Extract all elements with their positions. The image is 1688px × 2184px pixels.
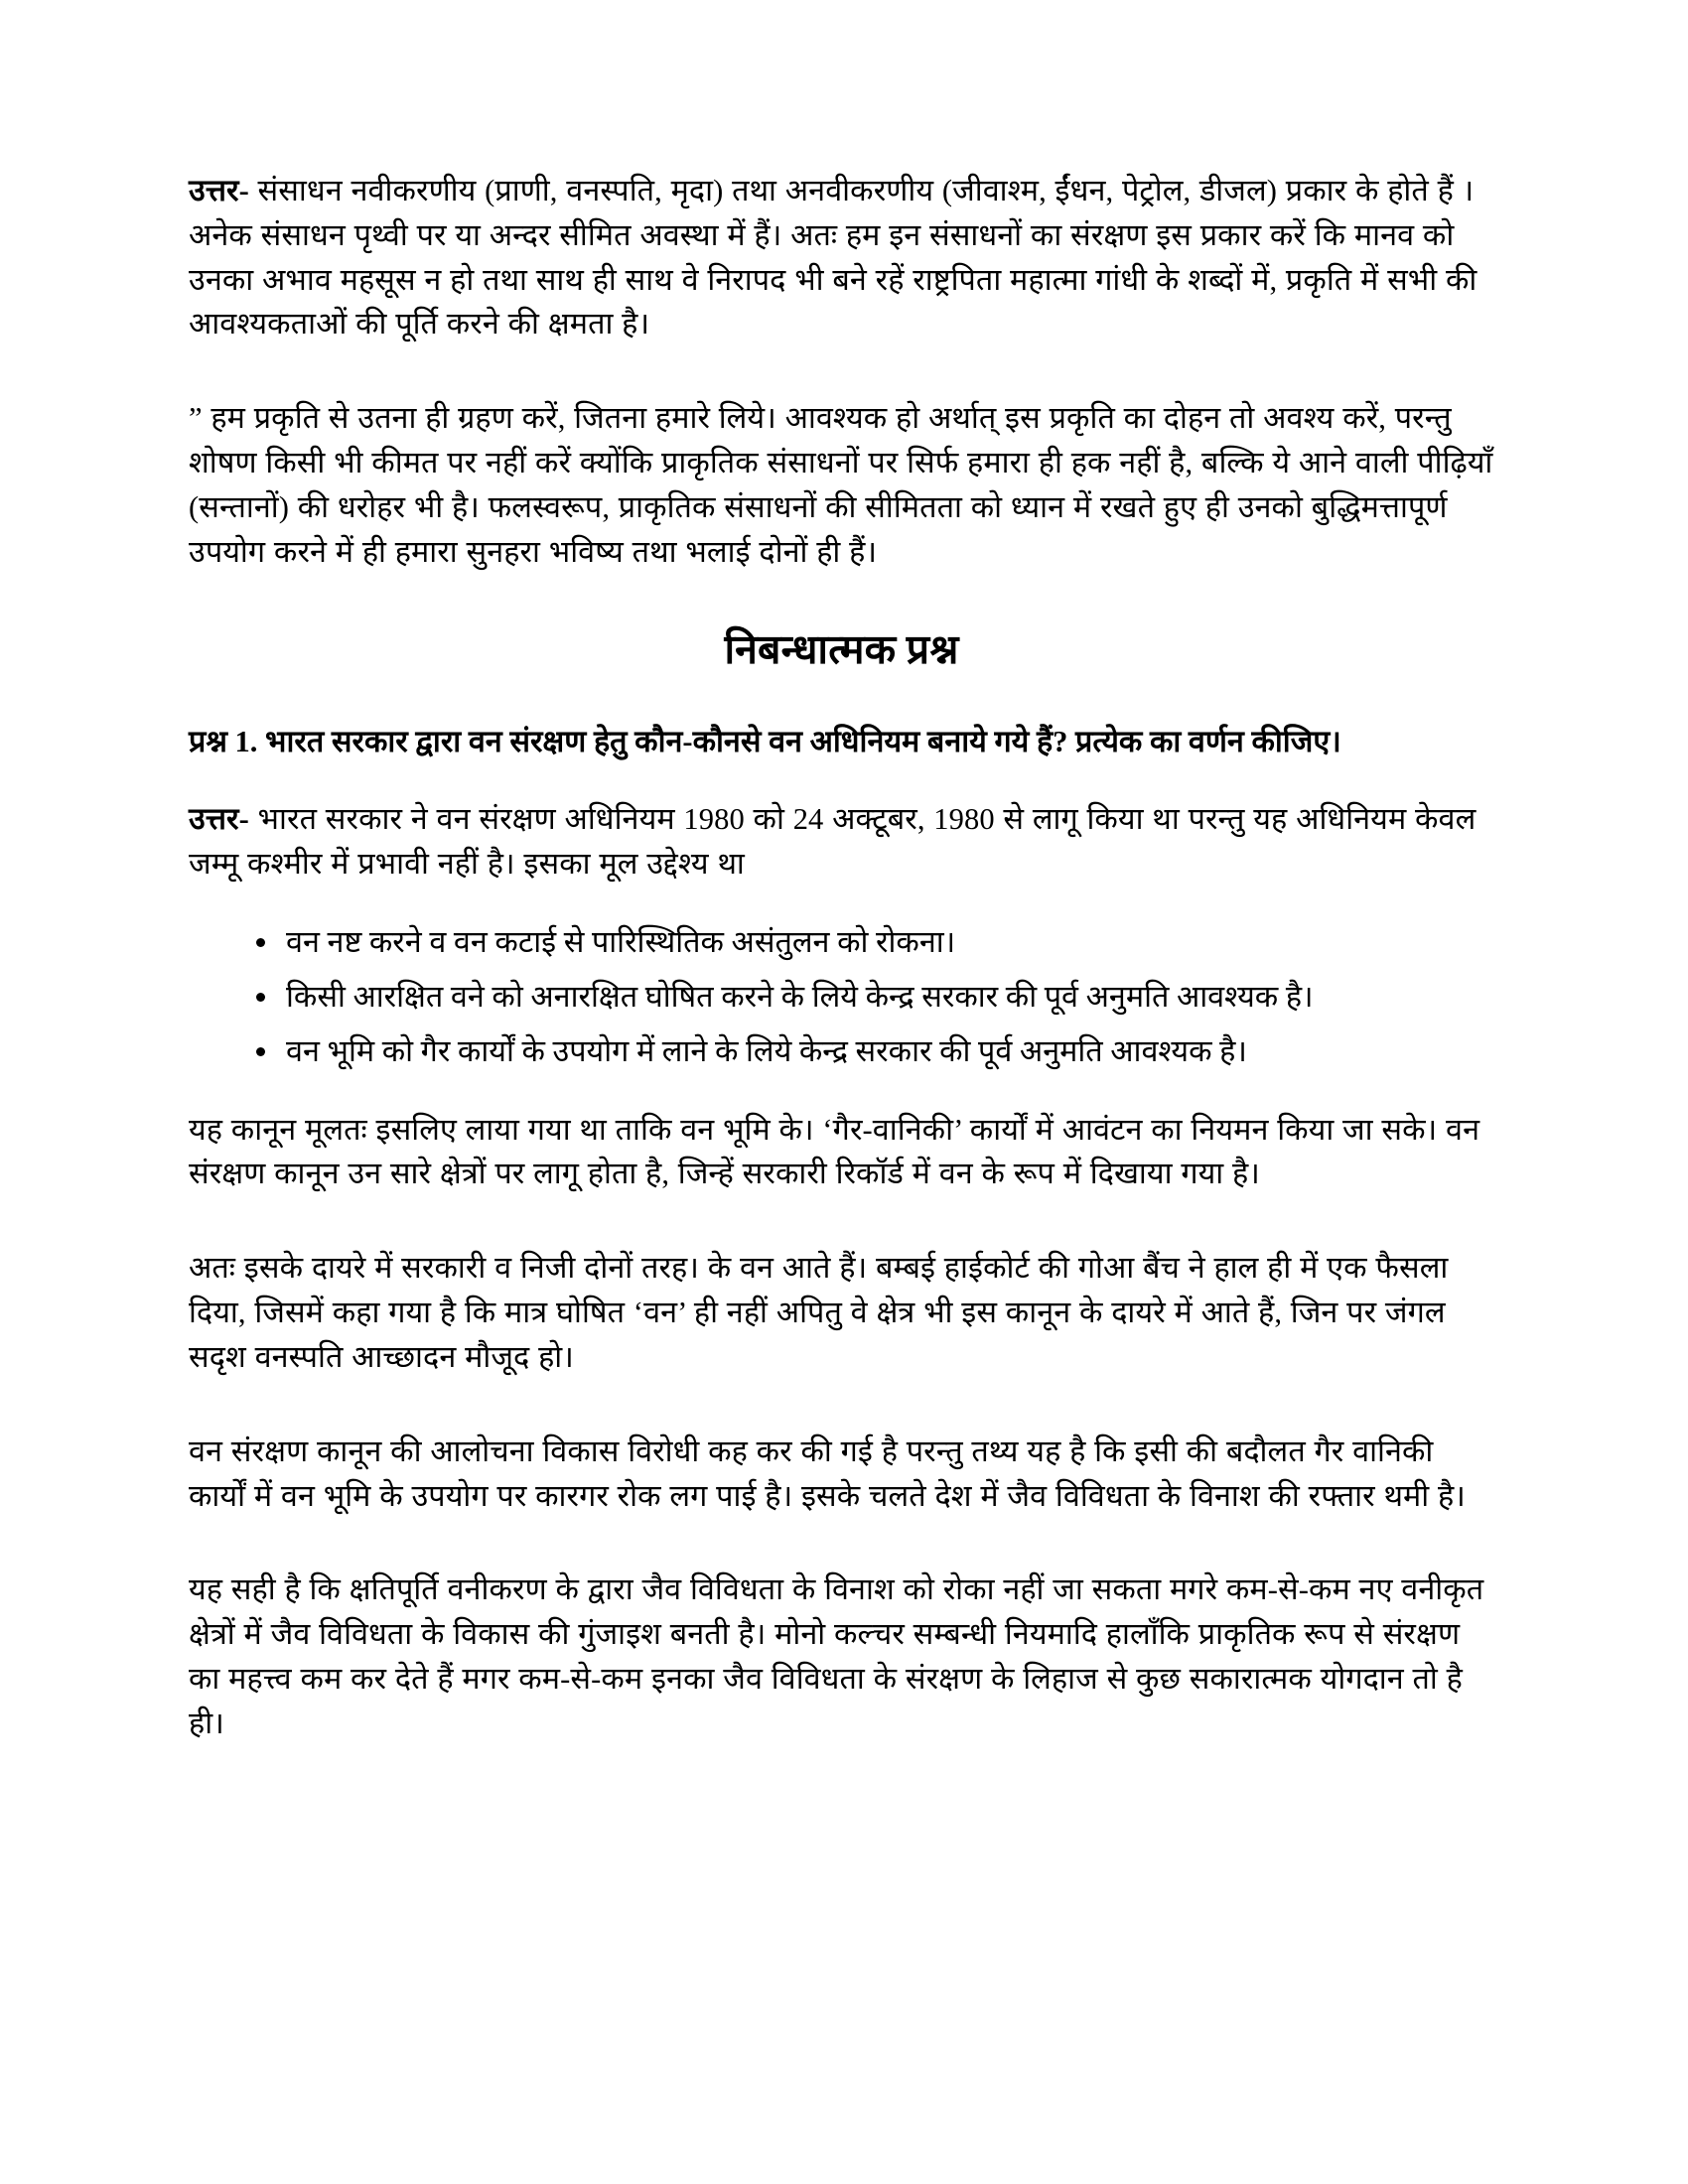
- section-heading: निबन्धात्मक प्रश्न: [724, 625, 959, 672]
- answer-intro-paragraph: [189, 169, 1494, 346]
- answer-1-text: भारत सरकार ने वन संरक्षण अधिनियम 1980 को 24 अक्टूबर, 1980 से लागू किया था परन्तु यह अधिनियम केवल जम्मू कश्मीर में प्रभावी नहीं है। इसका मूल उद्देश्य था: [189, 802, 1477, 882]
- list-item: किसी आरक्षित वने को अनारक्षित घोषित करने के लिये केन्द्र सरकार की पूर्व अनुमति आवश्यक है।: [256, 975, 1494, 1020]
- objectives-list: [189, 920, 1494, 1073]
- paragraph-4: वन संरक्षण कानून की आलोचना विकास विरोधी कह कर की गई है परन्तु तथ्य यह है कि इसी की बदौलत गैर वानिकी कार्यों में वन भूमि के उपयोग पर कारगर रोक लग पाई है। इसके चलते देश में जैव विविधता के विनाश की रफ्तार थमी है।: [189, 1433, 1466, 1513]
- paragraph-5: यह सही है कि क्षतिपूर्ति वनीकरण के द्वारा जैव विविधता के विनाश को रोका नहीं जा सकता मगरे कम-से-कम नए वनीकृत क्षेत्रों में जैव विविधता के विकास की गुंजाइश बनती है। मोनो कल्चर सम्बन्धी नियमादि हालाँकि प्राकृतिक रूप से संरक्षण का महत्त्व कम कर देते हैं मगर कम-से-कम इनका जैव विविधता के संरक्षण के लिहाज से कुछ सकारात्मक योगदान तो है ही।: [189, 1572, 1484, 1740]
- paragraph-2: यह कानून मूलतः इसलिए लाया गया था ताकि वन भूमि के। ‘गैर-वानिकी’ कार्यों में आवंटन का नियमन किया जा सके। वन संरक्षण कानून उन सारे क्षेत्रों पर लागू होता है, जिन्हें सरकारी रिकॉर्ड में वन के रूप में दिखाया गया है।: [189, 1112, 1480, 1191]
- paragraph-spacer: [189, 380, 1494, 396]
- paragraph-spacer: [189, 1230, 1494, 1246]
- paragraph-spacer: [189, 1552, 1494, 1568]
- question-1: प्रश्न 1. भारत सरकार द्वारा वन संरक्षण हेतु कौन-कौनसे वन अधिनियम बनाये गये हैं? प्रत्येक का वर्णन कीजिए।: [189, 724, 1341, 758]
- quote-paragraph: ” हम प्रकृति से उतना ही ग्रहण करें, जितना हमारे लिये। आवश्यक हो अर्थात् इस प्रकृति का दोहन तो अवश्य करें, परन्तु शोषण किसी भी कीमत पर नहीं करें क्योंकि प्राकृतिक संसाधनों पर सिर्फ हमारा ही हक नहीं है, बल्कि ये आने वाली पीढ़ियाँ (सन्तानों) की धरोहर भी है। फलस्वरूप, प्राकृतिक संसाधनों की सीमितता को ध्यान में रखते हुए ही उनको बुद्धिमत्तापूर्ण उपयोग करने में ही हमारा सुनहरा भविष्य तथा भलाई दोनों ही हैं।: [189, 401, 1493, 569]
- paragraph-3: अतः इसके दायरे में सरकारी व निजी दोनों तरह। के वन आते हैं। बम्बई हाईकोर्ट की गोआ बैंच ने हाल ही में एक फैसला दिया, जिसमें कहा गया है कि मात्र घोषित ‘वन’ ही नहीं अपितु वे क्षेत्र भी इस कानून के दायरे में आते हैं, जिन पर जंगल सदृश वनस्पति आच्छादन मौजूद हो।: [189, 1251, 1449, 1374]
- answer-1-label: उत्तर-: [189, 802, 249, 837]
- paragraph-spacer: [189, 1414, 1494, 1430]
- list-item: वन नष्ट करने व वन कटाई से पारिस्थितिक असंतुलन को रोकना।: [256, 920, 1494, 965]
- answer-1-paragraph: [189, 797, 1494, 887]
- answer-intro-text: संसाधन नवीकरणीय (प्राणी, वनस्पति, मृदा) तथा अनवीकरणीय (जीवाश्म, ईंधन, पेट्रोल, डीजल) प्रकार के होते हैं । अनेक संसाधन पृथ्वी पर या अन्दर सीमित अवस्था में हैं। अतः हम इन संसाधनों का संरक्षण इस प्रकार करें कि मानव को उनका अभाव महसूस न हो तथा साथ ही साथ वे निरापद भी बने रहें राष्ट्रपिता महात्मा गांधी के शब्दों में, प्रकृति में सभी की आवश्यकताओं की पूर्ति करने की क्षमता है।: [189, 174, 1477, 341]
- list-item: वन भूमि को गैर कार्यों के उपयोग में लाने के लिये केन्द्र सरकार की पूर्व अनुमति आवश्यक है।: [256, 1029, 1494, 1074]
- answer-label: उत्तर-: [189, 174, 249, 207]
